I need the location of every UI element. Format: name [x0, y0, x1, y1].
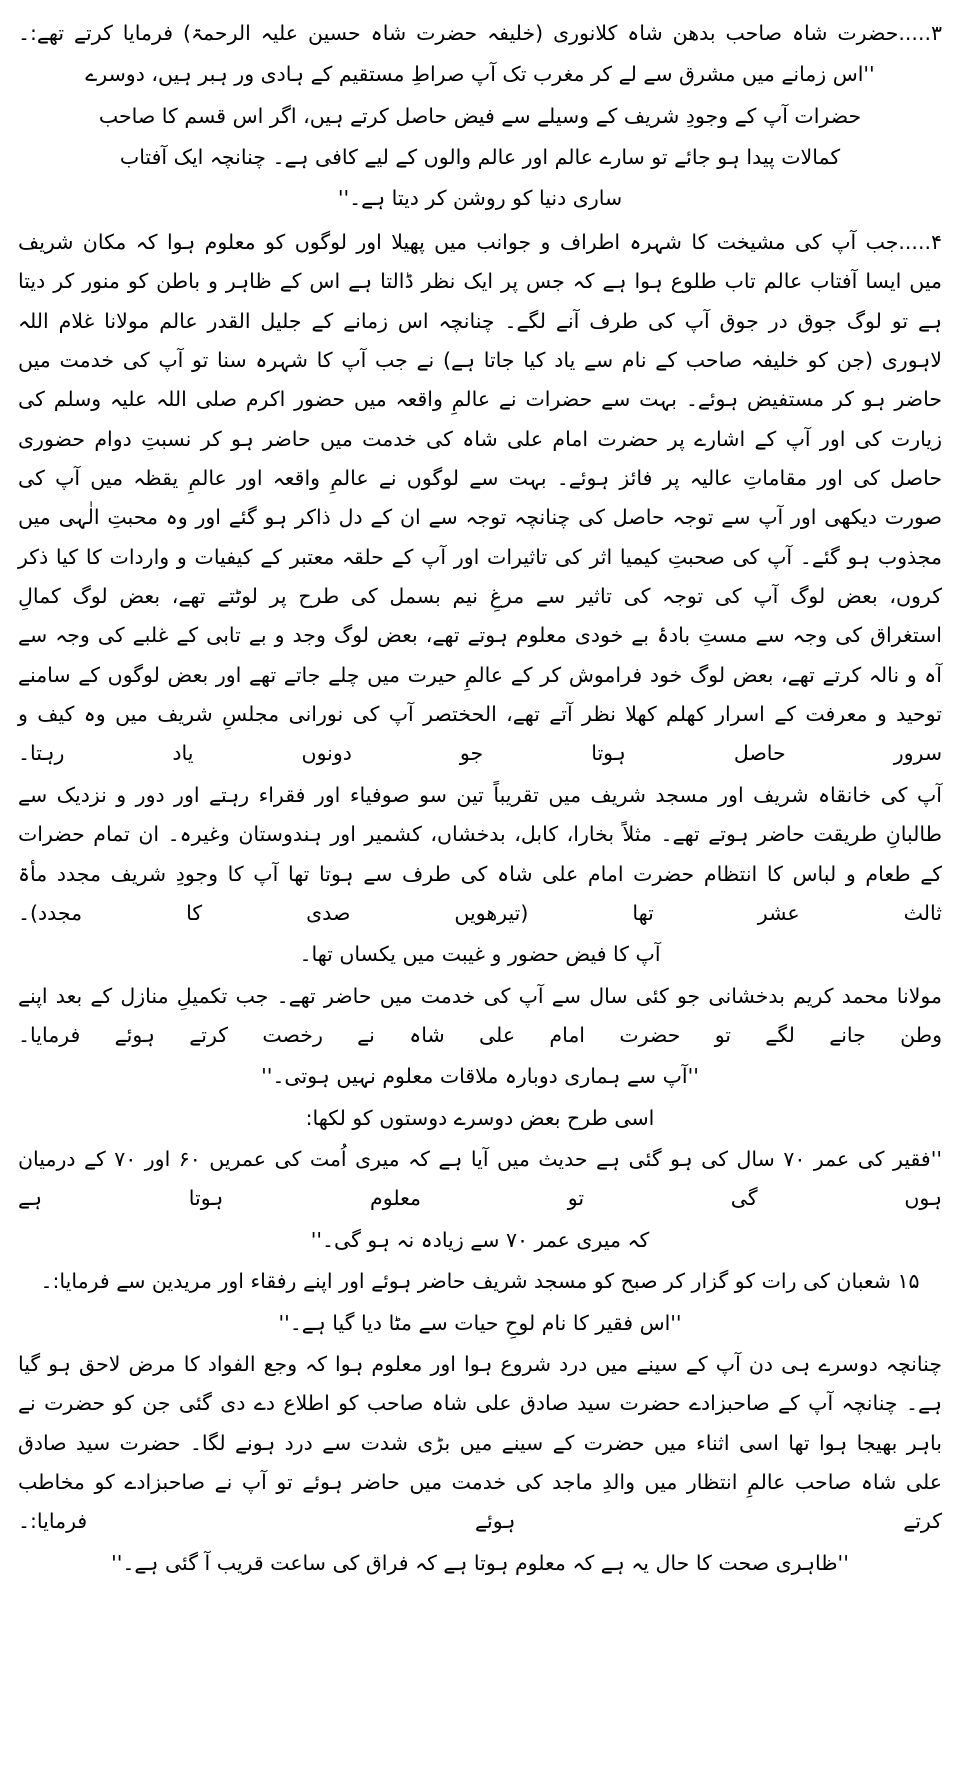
paragraph-faiz: آپ کا فیض حضور و غیبت میں یکساں تھا۔ — [299, 942, 661, 967]
quote-line-5: ''ظاہری صحت کا حال یہ ہے کہ معلوم ہوتا ہے کہ فراق کی ساعت قریب آ گئی ہے۔'' — [111, 1550, 849, 1575]
quote-line-4: ''اس فقیر کا نام لوحِ حیات سے مٹا دیا گیا ہے۔'' — [278, 1310, 682, 1335]
paragraph-section-4: ۴.....جب آپ کی مشیخت کا شہرہ اطراف و جوانب میں پھیلا اور لوگوں کو معلوم ہوا کہ مکان شریف میں ایسا آفتاب عالم تاب طلوع ہوا ہے کہ جس پر ایک نظر ڈالتا ہے اس کے ظاہر و باطن کو منور کر دیتا ہے تو لوگ جوق در جوق آپ کی طرف آنے لگے۔ چنانچہ اس زمانے کے جلیل القدر عالم مولانا غلام اللہ لاہوری (جن کو خلیفہ صاحب کے نام سے یاد کیا جاتا ہے) نے جب آپ کا شہرہ سنا تو آپ کی خدمت میں حاضر ہو کر مستفیض ہوئے۔ بہت سے حضرات نے عالمِ واقعہ میں حضور اکرم صلی اللہ علیہ وسلم کی زیارت کی اور آپ کے اشارے پر حضرت امام علی شاہ کی خدمت میں حاضر ہو کر نسبتِ دوام حضوری حاصل کی اور مقاماتِ عالیہ پر فائز ہوئے۔ بہت سے لوگوں نے عالمِ واقعہ اور عالمِ یقظہ میں آپ کی صورت دیکھی اور آپ سے توجہ حاصل کی چنانچہ توجہ سے ان کے دل ذاکر ہو گئے اور وہ محبتِ الٰہی میں مجذوب ہو گئے۔ آپ کی صحبتِ کیمیا اثر کی تاثیرات اور آپ کے حلقہ معتبر کے کیفیات و واردات کا کیا ذکر کروں، بعض لوگ آپ کی توجہ کی تاثیر سے مرغِ نیم بسمل کی طرح پر لوٹتے تھے، بعض لوگ کمالِ استغراق کی وجہ سے مستِ بادۂ بے خودی معلوم ہوتے تھے، بعض لوگ وجد و بے تابی کے غلبے کی وجہ سے آہ و نالہ کرتے تھے، بعض لوگ خود فراموش کر کے عالمِ حیرت میں چلے جاتے تھے اور بعض لوگوں کے سامنے توحید و معرفت کے اسرار کھلم کھلا نظر آتے تھے، الحختصر آپ کی نورانی مجلسِ شریف میں وہ کیف و سرور حاصل ہوتا جو دونوں یاد رہتا۔ — [18, 229, 942, 766]
paragraph-khanqah: آپ کی خانقاہ شریف اور مسجد شریف میں تقریباً تین سو صوفیاء اور فقراء رہتے اور دور و نزدیک سے طالبانِ طریقت حاضر ہوتے تھے۔ مثلاً بخارا، کابل، بدخشاں، کشمیر اور ہندوستان وغیرہ۔ ان تمام حضرات کے طعام و لباس کا انتظام حضرت امام علی شاہ کی طرف سے ہوتا تھا آپ کا وجودِ شریف مجدد مأۃ ثالث عشر تھا (تیرھویں صدی کا مجدد)۔ — [18, 782, 942, 925]
paragraph-friends: اسی طرح بعض دوسرے دوستوں کو لکھا: — [305, 1105, 655, 1130]
quote-block-1 — [18, 55, 942, 218]
quote-line: کمالات پیدا ہو جائے تو سارے عالم اور عالم والوں کے لیے کافی ہے۔ چنانچہ ایک آفتاب — [119, 145, 841, 170]
paragraph-shaban: ۱۵ شعبان کی رات کو گزار کر صبح کو مسجد شریف حاضر ہوئے اور اپنے رفقاء اور مریدین سے فرمایا:۔ — [40, 1269, 920, 1294]
quote-line: ''اس زمانے میں مشرق سے لے کر مغرب تک آپ صراطِ مستقیم کے ہادی ور ہبر ہیں، دوسرے — [85, 62, 875, 87]
quote-line: ساری دنیا کو روشن کر دیتا ہے۔'' — [337, 186, 623, 211]
quote-line: حضرات آپ کے وجودِ شریف کے وسیلے سے فیض حاصل کرتے ہیں، اگر اس قسم کا صاحب — [98, 103, 862, 128]
quote-line-3b: کہ میری عمر ۷۰ سے زیادہ نہ ہو گی۔'' — [310, 1227, 650, 1252]
quote-line-3: ''فقیر کی عمر ۷۰ سال کی ہو گئی ہے حدیث میں آیا ہے کہ میری اُمت کی عمریں ۶۰ اور ۷۰ کے درمیان ہوں گی تو معلوم ہوتا ہے — [18, 1147, 942, 1211]
paragraph-section-3-heading: ۳.....حضرت شاہ صاحب بدھن شاہ کلانوری (خلیفہ حضرت شاہ حسین علیہ الرحمۃ) فرمایا کرتے تھے:۔ — [18, 21, 942, 45]
paragraph-illness: چنانچہ دوسرے ہی دن آپ کے سینے میں درد شروع ہوا اور معلوم ہوا کہ وجع الفواد کا مرض لاحق ہو گیا ہے۔ چنانچہ آپ کے صاحبزادے حضرت سید صادق علی شاہ صاحب کو اطلاع دے دی گئی جن کو حضرت نے باہر بھیجا ہوا تھا اسی اثناء میں حضرت کے سینے میں بڑی شدت سے درد ہونے لگا۔ حضرت سید صادق علی شاہ صاحب عالمِ انتظار میں والدِ ماجد کی خدمت میں حاضر ہوئے تو آپ نے صاحبزادے کو مخاطب کرتے ہوئے فرمایا:۔ — [18, 1351, 942, 1534]
quote-line-2: ''آپ سے ہماری دوبارہ ملاقات معلوم نہیں ہوتی۔'' — [261, 1064, 699, 1089]
paragraph-maulana: مولانا محمد کریم بدخشانی جو کئی سال سے آپ کی خدمت میں حاضر تھے۔ جب تکمیلِ منازل کے بعد اپنے وطن جانے لگے تو حضرت امام علی شاہ نے رخصت کرتے ہوئے فرمایا۔ — [18, 983, 942, 1047]
